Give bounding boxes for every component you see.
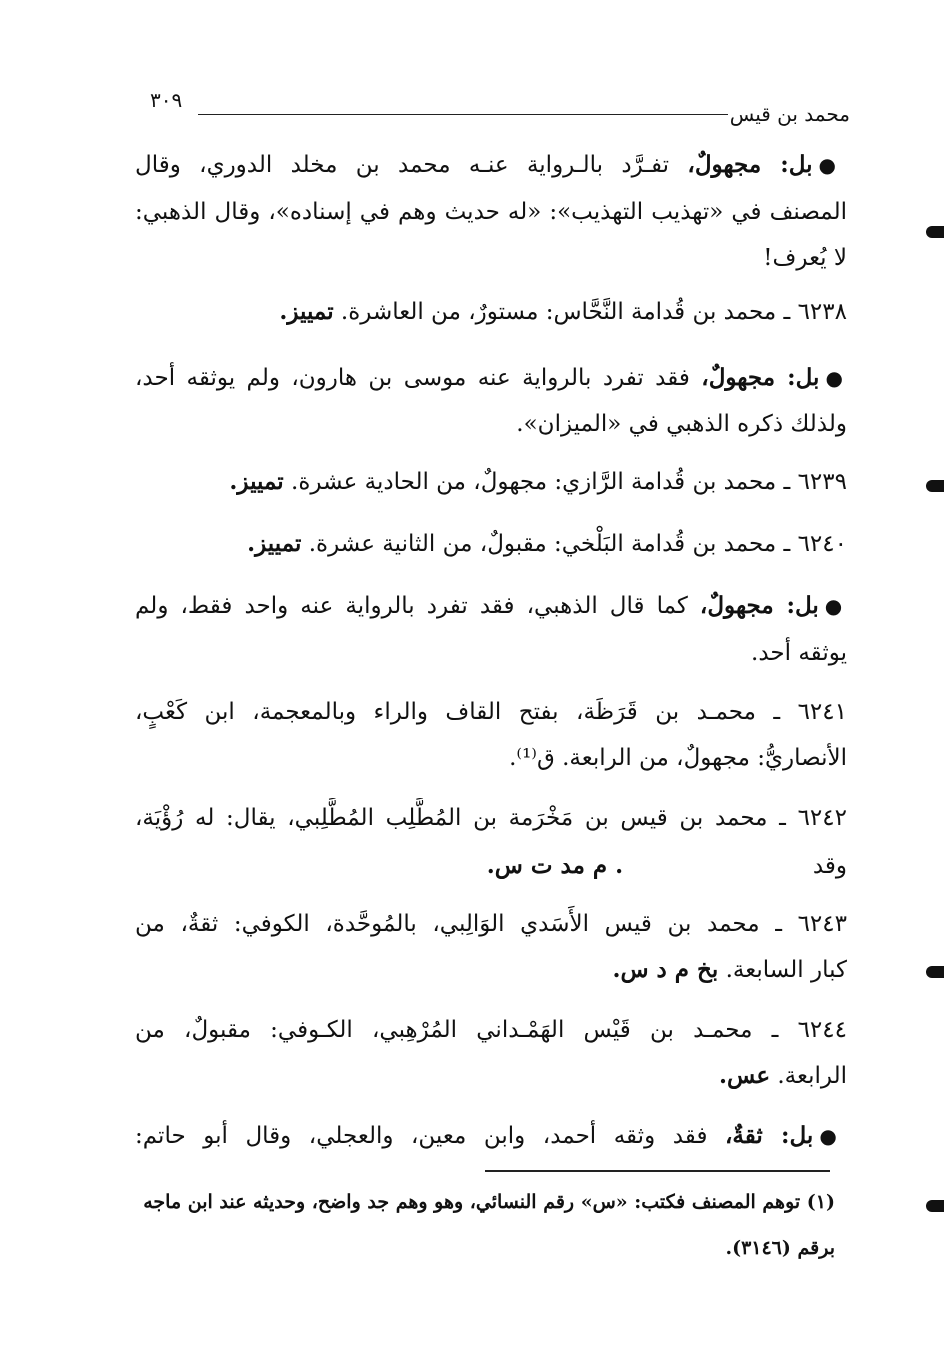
bullet-icon: ● [824,594,847,618]
comment-paragraph-line [135,358,847,398]
footnote-rule [485,1170,830,1172]
scan-margin-mark [926,226,944,238]
scan-margin-mark [926,480,944,492]
entry-6242-line [135,846,847,886]
comment-text: تفـرَّد بالـرواية عنـه محمد بن مخلد الدوري، وقال [135,152,688,178]
entry-6244-line [135,1056,847,1096]
bullet-icon: ● [825,366,847,390]
footnote-line: برقم (٣١٤٦). [725,1237,835,1259]
entry-6244-line: ٦٢٤٤ ـ محمـد بن قَيْس الهَمْـداني المُرْهِبي، الكـوفي: مقبولٌ، من [135,1017,847,1043]
entry-text: كبار السابعة. [725,957,847,983]
comment-text: كما قال الذهبي، فقد تفرد بالرواية عنه واحد فقط، ولم [135,593,700,619]
comment-lead: بل: مجهولٌ، [699,592,819,619]
page-number: ٣٠٩ [150,88,183,112]
entry-text: وقد [812,853,847,879]
comment-paragraph-line: لا يُعرف! [763,245,847,271]
entry-6243-line: ٦٢٤٣ ـ محمد بن قيس الأَسَدي الوَالِبي، بالمُوحَّدة، الكوفي: ثقةٌ، من [135,911,847,937]
scan-margin-mark [926,966,944,978]
entry-6241-line: ٦٢٤١ ـ محمـد بن قَرَظَة، بفتح القاف والراء وبالمعجمة، ابن كَعْبٍ، [135,699,847,725]
comment-lead: بل: ثقةٌ، [724,1122,814,1149]
comment-paragraph-line: يوثقه أحد. [751,640,847,666]
entry-tag: تمييز. [229,468,284,495]
comment-paragraph-line: ولذلك ذكره الذهبي في «الميزان». [516,411,847,437]
comment-paragraph-line [135,1116,847,1156]
footnote-line: (١) توهم المصنف فكتب: «س» رقم النسائي، وهو وهم جد واضح، وحديثه عند ابن ماجه [143,1191,835,1213]
bullet-icon: ● [819,1124,847,1148]
entry-6243-line [135,950,847,990]
entry-tag: عس. [719,1062,771,1089]
entry-6239 [135,462,847,502]
entry-tag: تمييز. [247,530,302,557]
scan-margin-mark [926,1200,944,1212]
entry-text: الرابعة. [777,1063,847,1089]
header-title: محمد بن قيس [729,102,850,126]
entry-6240 [135,524,847,564]
entry-tag: . م مد ت س. [486,852,624,879]
comment-lead: بل: مجهولٌ، [701,364,820,391]
entry-6242-line: ٦٢٤٢ ـ محمد بن قيس بن مَخْرَمة بن المُطَّلِب المُطَّلِبي، يقال: له رُؤْيَة، [135,805,847,831]
comment-text: فقد وثقه أحمد، وابن معين، والعجلي، وقال أبو حاتم: [135,1123,725,1149]
bullet-icon: ● [818,153,847,177]
comment-paragraph-line: المصنف في «تهذيب التهذيب»: «له حديث وهم في إسناده»، وقال الذهبي: [135,199,847,225]
running-header [150,84,850,124]
entry-text: ٦٢٣٨ ـ محمد بن قُدامة النَّحَّاس: مستورٌ، من العاشرة. [340,299,847,325]
comment-paragraph-line [135,586,847,626]
entry-6238 [135,292,847,332]
comment-text: فقد تفرد بالرواية عنه موسى بن هارون، ولم يوثقه أحد، [135,365,702,391]
entry-tag: بخ م د س. [612,956,719,983]
entry-6241-line: الأنصاريُّ: مجهولٌ، من الرابعة. ق⁽¹⁾. [509,745,847,771]
comment-paragraph-line [135,145,847,185]
header-rule [198,114,728,115]
entry-tag: تمييز. [279,298,334,325]
comment-lead: بل: مجهولٌ، [687,151,813,178]
entry-text: ٦٢٤٠ ـ محمد بن قُدامة البَلْخي: مقبولٌ، من الثانية عشرة. [308,531,847,557]
entry-text: ٦٢٣٩ ـ محمد بن قُدامة الرَّازي: مجهولٌ، من الحادية عشرة. [291,469,847,495]
